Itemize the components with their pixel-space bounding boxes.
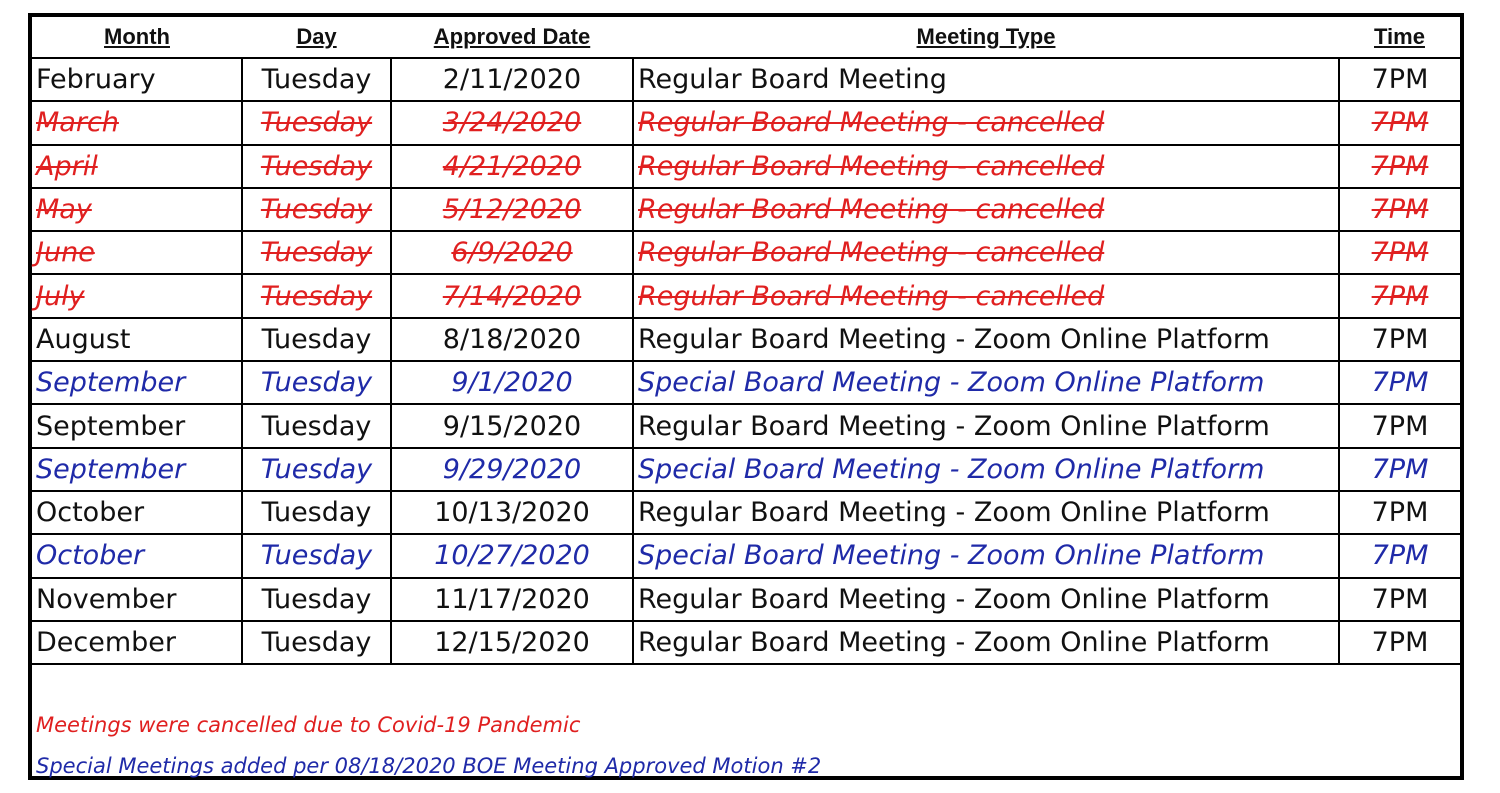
cell-type: Regular Board Meeting - cancelled [633, 274, 1339, 317]
cell-date: 10/27/2020 [391, 534, 633, 577]
cell-time: 7PM [1339, 491, 1460, 534]
cell-day: Tuesday [242, 491, 391, 534]
cell-type: Special Board Meeting - Zoom Online Platform [633, 534, 1339, 577]
cell-day: Tuesday [242, 274, 391, 317]
cell-time: 7PM [1339, 448, 1460, 491]
cell-time: 7PM [1339, 578, 1460, 621]
table-row [32, 578, 1460, 621]
cell-type: Special Board Meeting - Zoom Online Platform [633, 448, 1339, 491]
cell-date: 11/17/2020 [391, 578, 633, 621]
table-row [32, 318, 1460, 361]
cell-type: Regular Board Meeting - Zoom Online Platform [633, 621, 1339, 664]
cell-date: 10/13/2020 [391, 491, 633, 534]
cell-day: Tuesday [242, 188, 391, 231]
cell-time: 7PM [1339, 101, 1460, 144]
cell-day: Tuesday [242, 58, 391, 101]
table-row [32, 621, 1460, 664]
cell-time: 7PM [1339, 274, 1460, 317]
table-row [32, 58, 1460, 101]
meeting-schedule-frame [28, 13, 1464, 780]
cell-month: April [32, 145, 242, 188]
cell-month: October [32, 491, 242, 534]
cell-day: Tuesday [242, 578, 391, 621]
table-row [32, 274, 1460, 317]
cell-month: November [32, 578, 242, 621]
cell-day: Tuesday [242, 534, 391, 577]
cell-time: 7PM [1339, 318, 1460, 361]
cell-type: Special Board Meeting - Zoom Online Platform [633, 361, 1339, 404]
cell-month: September [32, 448, 242, 491]
cell-type: Regular Board Meeting - cancelled [633, 188, 1339, 231]
meeting-schedule-table [32, 17, 1460, 665]
cell-time: 7PM [1339, 404, 1460, 447]
table-body [32, 58, 1460, 664]
cell-month: September [32, 361, 242, 404]
cancelled-note: Meetings were cancelled due to Covid-19 Pandemic [36, 713, 581, 737]
cell-date: 8/18/2020 [391, 318, 633, 361]
cell-time: 7PM [1339, 621, 1460, 664]
table-row [32, 231, 1460, 274]
table-row [32, 101, 1460, 144]
notes-section [36, 705, 1436, 787]
special-meetings-note: Special Meetings added per 08/18/2020 BOE Meeting Approved Motion #2 [36, 754, 822, 778]
cell-date: 12/15/2020 [391, 621, 633, 664]
cell-month: March [32, 101, 242, 144]
cell-month: September [32, 404, 242, 447]
table-row [32, 361, 1460, 404]
header-time: Time [1339, 17, 1460, 58]
cell-time: 7PM [1339, 231, 1460, 274]
header-month: Month [32, 17, 242, 58]
cell-date: 9/15/2020 [391, 404, 633, 447]
cell-type: Regular Board Meeting - Zoom Online Platform [633, 491, 1339, 534]
cell-date: 2/11/2020 [391, 58, 633, 101]
cell-day: Tuesday [242, 361, 391, 404]
cell-date: 4/21/2020 [391, 145, 633, 188]
table-row [32, 491, 1460, 534]
cell-day: Tuesday [242, 231, 391, 274]
cell-type: Regular Board Meeting [633, 58, 1339, 101]
cell-date: 3/24/2020 [391, 101, 633, 144]
header-day: Day [242, 17, 391, 58]
cell-date: 6/9/2020 [391, 231, 633, 274]
cell-time: 7PM [1339, 361, 1460, 404]
table-row [32, 404, 1460, 447]
cell-day: Tuesday [242, 101, 391, 144]
table-row [32, 188, 1460, 231]
table-header-row [32, 17, 1460, 58]
cell-type: Regular Board Meeting - Zoom Online Platform [633, 578, 1339, 621]
cell-time: 7PM [1339, 58, 1460, 101]
table-row [32, 448, 1460, 491]
cell-type: Regular Board Meeting - Zoom Online Platform [633, 318, 1339, 361]
table-row [32, 534, 1460, 577]
cell-type: Regular Board Meeting - cancelled [633, 145, 1339, 188]
cell-day: Tuesday [242, 318, 391, 361]
cell-time: 7PM [1339, 534, 1460, 577]
cell-day: Tuesday [242, 404, 391, 447]
cell-month: June [32, 231, 242, 274]
table-row [32, 145, 1460, 188]
cell-month: October [32, 534, 242, 577]
cell-month: May [32, 188, 242, 231]
cell-day: Tuesday [242, 621, 391, 664]
cell-month: July [32, 274, 242, 317]
cell-date: 7/14/2020 [391, 274, 633, 317]
cell-month: August [32, 318, 242, 361]
cell-time: 7PM [1339, 188, 1460, 231]
cell-date: 9/29/2020 [391, 448, 633, 491]
cell-time: 7PM [1339, 145, 1460, 188]
cell-day: Tuesday [242, 448, 391, 491]
header-meeting-type: Meeting Type [633, 17, 1339, 58]
cell-type: Regular Board Meeting - cancelled [633, 231, 1339, 274]
cell-month: December [32, 621, 242, 664]
cell-type: Regular Board Meeting - Zoom Online Platform [633, 404, 1339, 447]
cell-date: 5/12/2020 [391, 188, 633, 231]
cell-month: February [32, 58, 242, 101]
cell-type: Regular Board Meeting - cancelled [633, 101, 1339, 144]
cell-date: 9/1/2020 [391, 361, 633, 404]
cell-day: Tuesday [242, 145, 391, 188]
header-approved-date: Approved Date [391, 17, 633, 58]
